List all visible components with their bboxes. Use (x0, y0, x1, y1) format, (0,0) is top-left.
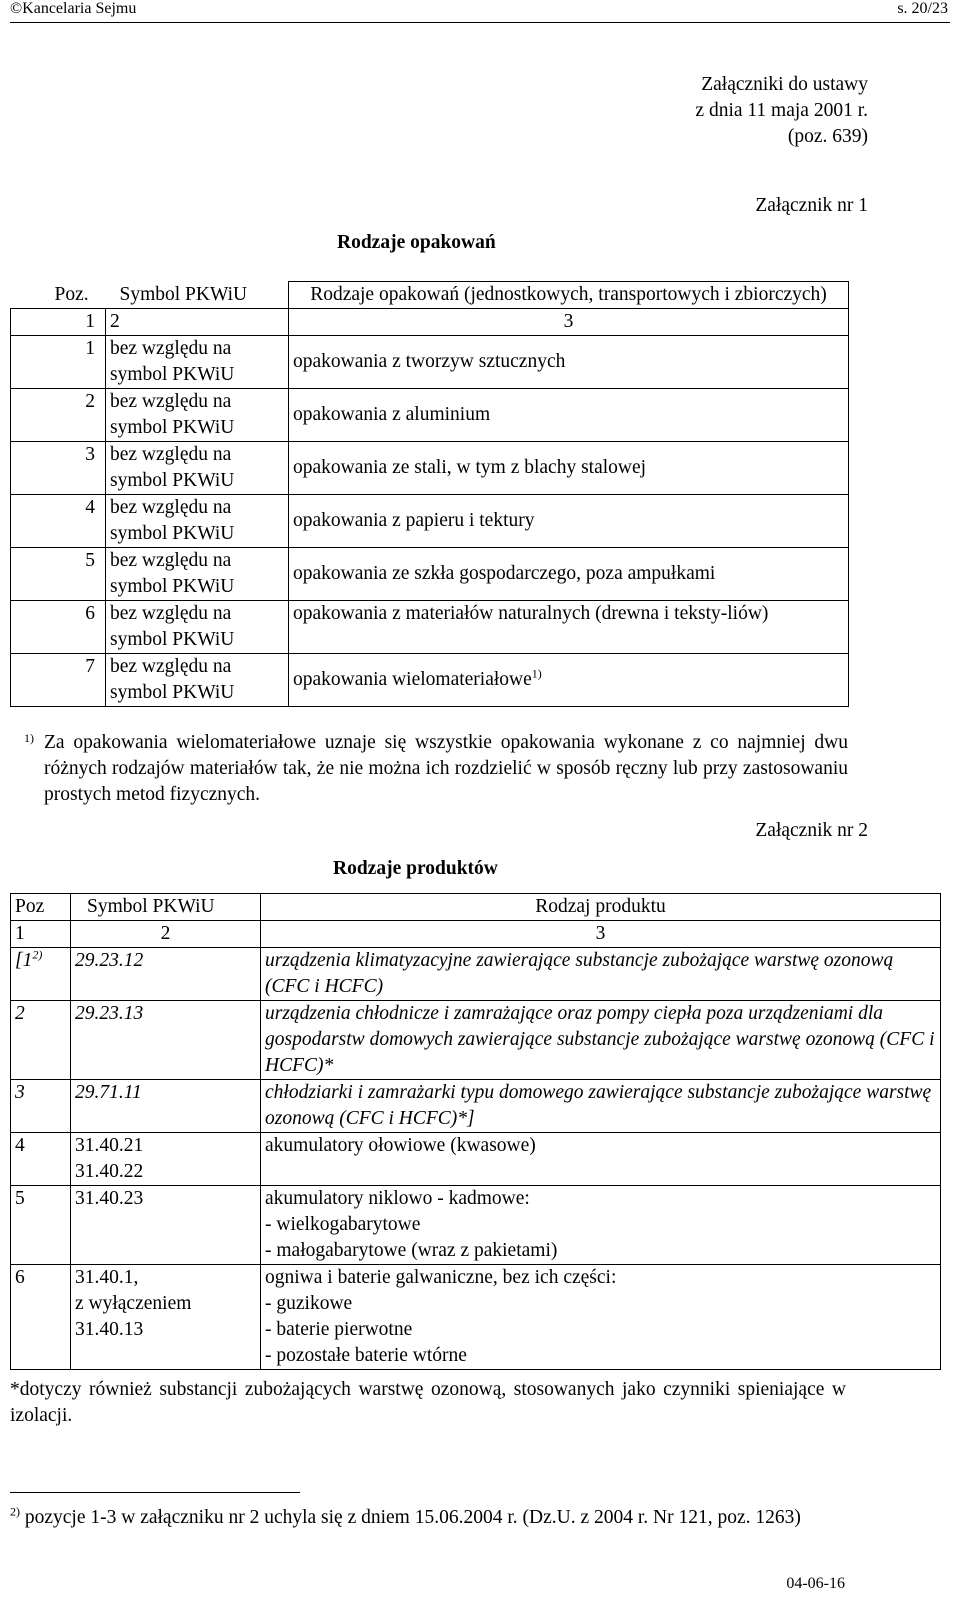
row-symbol: bez względu na symbol PKWiU (106, 654, 289, 707)
col-number-1: 1 (11, 921, 71, 948)
table-row (11, 948, 941, 1001)
row-desc-text: opakowania wielomateriałowe (293, 669, 532, 690)
table-row (11, 1001, 941, 1080)
row-desc: chłodziarki i zamrażarki typu domowego zawierające substancje zubożające warstwę ozonową (CFC i HCFC)*] (261, 1080, 941, 1133)
row-desc: akumulatory ołowiowe (kwasowe) (261, 1133, 941, 1186)
table-row (11, 1186, 941, 1265)
table-row (11, 654, 849, 707)
annex2-label: Załącznik nr 2 (755, 820, 868, 841)
col-number-2: 2 (106, 309, 289, 336)
table-row (11, 1133, 941, 1186)
row-desc (289, 654, 849, 707)
annex1-label: Załącznik nr 1 (755, 195, 868, 216)
col-header-desc: Rodzaje opakowań (jednostkowych, transportowych i zbiorczych) (289, 282, 849, 309)
annex-header-line2: z dnia 11 maja 2001 r. (695, 100, 868, 121)
row-poz-text: [1 (15, 950, 33, 971)
row-symbol: 29.23.13 (71, 1001, 261, 1080)
row-poz: 3 (11, 1080, 71, 1133)
row-poz: 3 (11, 442, 106, 495)
row-desc: urządzenia chłodnicze i zamrażające oraz pompy ciepła poza urządzeniami dla gospodarstw domowych zawierające substancje zubożające warstwę ozonową (CFC i HCFC)* (261, 1001, 941, 1080)
row-symbol: 29.71.11 (71, 1080, 261, 1133)
annex1-title: Rodzaje opakowań (337, 232, 496, 253)
row-poz: 4 (11, 495, 106, 548)
footer-date: 04-06-16 (786, 1575, 845, 1592)
table-row (11, 389, 849, 442)
row-desc: opakowania z papieru i tektury (289, 495, 849, 548)
row-symbol: 31.40.21 31.40.22 (71, 1133, 261, 1186)
row-poz: 6 (11, 601, 106, 654)
footnote-ref: 2) (32, 947, 43, 962)
row-desc: opakowania z materiałów naturalnych (drewna i teksty-liów) (289, 601, 849, 654)
row-symbol: 31.40.23 (71, 1186, 261, 1265)
row-poz: 5 (11, 1186, 71, 1265)
annex-header (695, 72, 868, 150)
star-note: *dotyczy również substancji zubożających warstwę ozonową, stosowanych jako czynniki spieniające w izolacji. (10, 1379, 846, 1426)
annex1-footnote: 1) Za opakowania wielomateriałowe uznaje się wszystkie opakowania wykonane z co najmniej dwu różnych rodzajów materiałów tak, że nie można ich rozdzielić w sposób ręczny lub przy zastosowaniu prostych metod fizycznych. (26, 730, 848, 808)
packaging-table (10, 281, 849, 707)
products-table (10, 893, 941, 1370)
col-number-row (11, 309, 849, 336)
row-symbol: bez względu na symbol PKWiU (106, 548, 289, 601)
row-symbol: bez względu na symbol PKWiU (106, 442, 289, 495)
page-number: s. 20/23 (897, 0, 948, 17)
footnote-ref: 1) (531, 666, 542, 681)
annex2-title: Rodzaje produktów (333, 858, 498, 879)
header-source: ©Kancelaria Sejmu (10, 0, 137, 17)
header-rule (10, 22, 950, 23)
annex-header-line3: (poz. 639) (787, 126, 868, 147)
col-header-symbol: Symbol PKWiU (119, 283, 248, 305)
footnote-rule (10, 1492, 300, 1493)
row-desc: opakowania z tworzyw sztucznych (289, 336, 849, 389)
annex-header-line1: Załączniki do ustawy (701, 74, 868, 95)
col-header-desc: Rodzaj produktu (261, 894, 941, 921)
row-desc: opakowania ze stali, w tym z blachy stalowej (289, 442, 849, 495)
row-symbol: bez względu na symbol PKWiU (106, 601, 289, 654)
table-row (11, 548, 849, 601)
row-poz: 7 (11, 654, 106, 707)
row-poz: 2 (11, 389, 106, 442)
footnote-2-mark: 2) (10, 1504, 20, 1519)
table-header-row (11, 894, 941, 921)
table-header-row (11, 282, 849, 309)
row-poz: 6 (11, 1265, 71, 1370)
footnote-2 (10, 1505, 850, 1531)
col-header-symbol: Symbol PKWiU (71, 894, 261, 921)
table-row (11, 1265, 941, 1370)
footnote-2-text: pozycje 1-3 w załączniku nr 2 uchyla się z dniem 15.06.2004 r. (Dz.U. z 2004 r. Nr 121, poz. 1263) (24, 1507, 801, 1528)
row-poz: 5 (11, 548, 106, 601)
table-row (11, 495, 849, 548)
col-number-3: 3 (289, 309, 849, 336)
row-poz: 1 (11, 336, 106, 389)
row-symbol: bez względu na symbol PKWiU (106, 389, 289, 442)
row-symbol: bez względu na symbol PKWiU (106, 336, 289, 389)
table-row (11, 442, 849, 495)
col-header-poz: Poz (11, 894, 71, 921)
row-symbol: 29.23.12 (71, 948, 261, 1001)
col-number-2: 2 (71, 921, 261, 948)
row-desc: urządzenia klimatyzacyjne zawierające substancje zubożające warstwę ozonową (CFC i HCFC) (261, 948, 941, 1001)
row-poz: 2 (11, 1001, 71, 1080)
col-number-row (11, 921, 941, 948)
col-number-1: 1 (11, 309, 106, 336)
col-number-3: 3 (261, 921, 941, 948)
table-row (11, 601, 849, 654)
row-symbol: bez względu na symbol PKWiU (106, 495, 289, 548)
table-row (11, 1080, 941, 1133)
row-desc: akumulatory niklowo - kadmowe: - wielkogabarytowe - małogabarytowe (wraz z pakietami) (261, 1186, 941, 1265)
row-poz: 4 (11, 1133, 71, 1186)
row-desc: opakowania z aluminium (289, 389, 849, 442)
row-symbol: 31.40.1, z wyłączeniem 31.40.13 (71, 1265, 261, 1370)
row-desc: ogniwa i baterie galwaniczne, bez ich części: - guzikowe - baterie pierwotne - pozostałe baterie wtórne (261, 1265, 941, 1370)
col-header-poz: Poz. (54, 283, 89, 305)
row-desc: opakowania ze szkła gospodarczego, poza ampułkami (289, 548, 849, 601)
table-row (11, 336, 849, 389)
row-poz (11, 948, 71, 1001)
footnote-text: Za opakowania wielomateriałowe uznaje się wszystkie opakowania wykonane z co najmniej dwu różnych rodzajów materiałów tak, że nie można ich rozdzielić w sposób ręczny lub przy zastosowaniu prostych metod fizycznych. (44, 732, 848, 805)
